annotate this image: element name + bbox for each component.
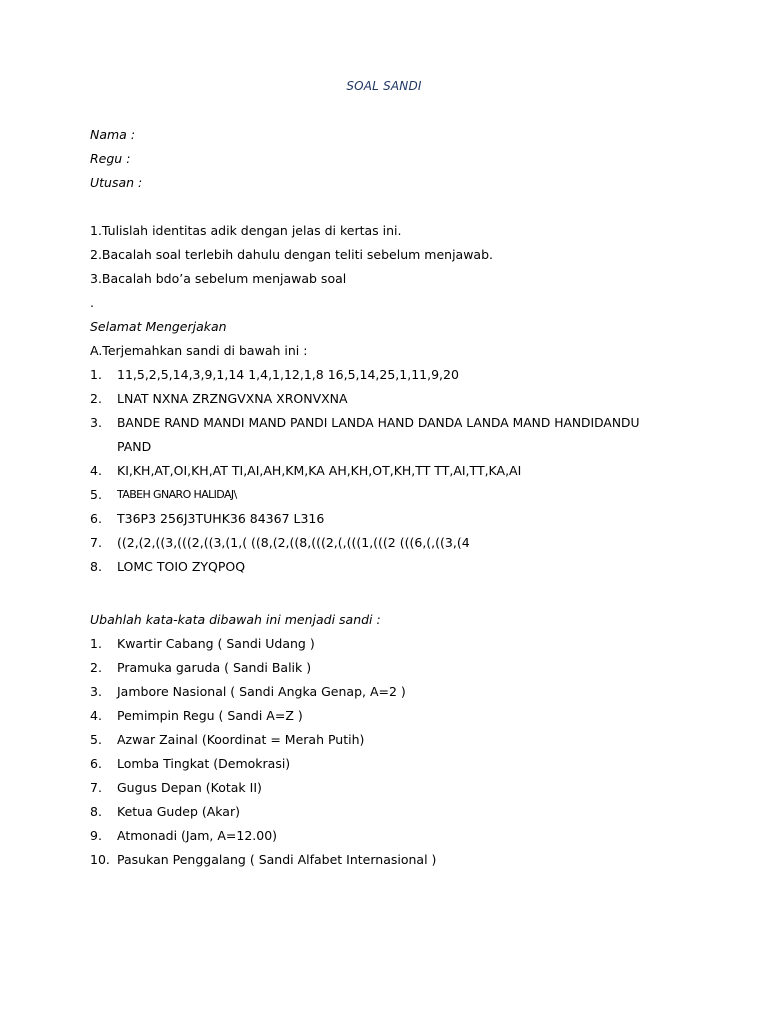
list-item: LNAT NXNA ZRZNGVXNA XRONVXNA <box>117 391 348 406</box>
greeting: Selamat Mengerjakan <box>90 319 227 334</box>
list-item: 11,5,2,5,14,3,9,1,14 1,4,1,12,1,8 16,5,14,25,1,11,9,20 <box>117 367 459 382</box>
list-item: Pemimpin Regu ( Sandi A=Z ) <box>117 708 303 723</box>
list-item: T36P3 256J3TUHK36 84367 L316 <box>117 511 325 526</box>
list-item: Azwar Zainal (Koordinat = Merah Putih) <box>117 732 365 747</box>
list-item: Atmonadi (Jam, A=12.00) <box>117 828 278 843</box>
list-item-number: 9. <box>90 828 102 843</box>
section-b-heading: Ubahlah kata-kata dibawah ini menjadi sandi : <box>90 612 381 627</box>
list-item-number: 6. <box>90 511 102 526</box>
list-item: Kwartir Cabang ( Sandi Udang ) <box>117 636 315 651</box>
list-item-number: 7. <box>90 535 102 550</box>
list-item: TABEH GNARO HALIDAJ\ <box>117 488 237 501</box>
list-item: Pasukan Penggalang ( Sandi Alfabet Internasional ) <box>117 852 437 867</box>
field-regu-label: Regu : <box>90 151 131 166</box>
list-item-number: 5. <box>90 487 102 502</box>
page-title: SOAL SANDI <box>346 79 422 93</box>
list-item: Pramuka garuda ( Sandi Balik ) <box>117 660 312 675</box>
instruction-1: 1.Tulislah identitas adik dengan jelas di kertas ini. <box>90 223 402 238</box>
list-item: Ketua Gudep (Akar) <box>117 804 240 819</box>
separator-dot: . <box>90 295 94 310</box>
instruction-2: 2.Bacalah soal terlebih dahulu dengan teliti sebelum menjawab. <box>90 247 494 262</box>
list-item-number: 3. <box>90 684 102 699</box>
list-item: KI,KH,AT,OI,KH,AT TI,AI,AH,KM,KA AH,KH,OT,KH,TT TT,AI,TT,KA,AI <box>117 463 522 478</box>
list-item-number: 1. <box>90 636 102 651</box>
field-utusan-label: Utusan : <box>90 175 143 190</box>
list-item: ((2,(2,((3,(((2,((3,(1,( ((8,(2,((8,(((2,(,(((1,(((2 (((6,(,((3,(4 <box>117 535 470 550</box>
list-item-number: 3. <box>90 415 102 430</box>
list-item-number: 8. <box>90 559 102 574</box>
list-item-number: 2. <box>90 660 102 675</box>
list-item-number: 1. <box>90 367 102 382</box>
list-item-number: 4. <box>90 708 102 723</box>
instruction-3: 3.Bacalah bdo’a sebelum menjawab soal <box>90 271 347 286</box>
list-item-number: 4. <box>90 463 102 478</box>
list-item: Gugus Depan (Kotak II) <box>117 780 262 795</box>
section-a-heading: A.Terjemahkan sandi di bawah ini : <box>90 343 308 358</box>
list-item: Jambore Nasional ( Sandi Angka Genap, A=2 ) <box>117 684 406 699</box>
list-item-number: 10. <box>90 852 110 867</box>
list-item: Lomba Tingkat (Demokrasi) <box>117 756 291 771</box>
list-item: LOMC TOIO ZYQPOQ <box>117 559 246 574</box>
list-item-number: 8. <box>90 804 102 819</box>
list-item-number: 6. <box>90 756 102 771</box>
list-item: BANDE RAND MANDI MAND PANDI LANDA HAND DANDA LANDA MAND HANDIDANDU <box>117 416 640 430</box>
list-item-continuation: PAND <box>117 439 152 454</box>
field-nama-label: Nama : <box>90 127 136 142</box>
list-item-number: 7. <box>90 780 102 795</box>
list-item-number: 2. <box>90 391 102 406</box>
list-item-number: 5. <box>90 732 102 747</box>
